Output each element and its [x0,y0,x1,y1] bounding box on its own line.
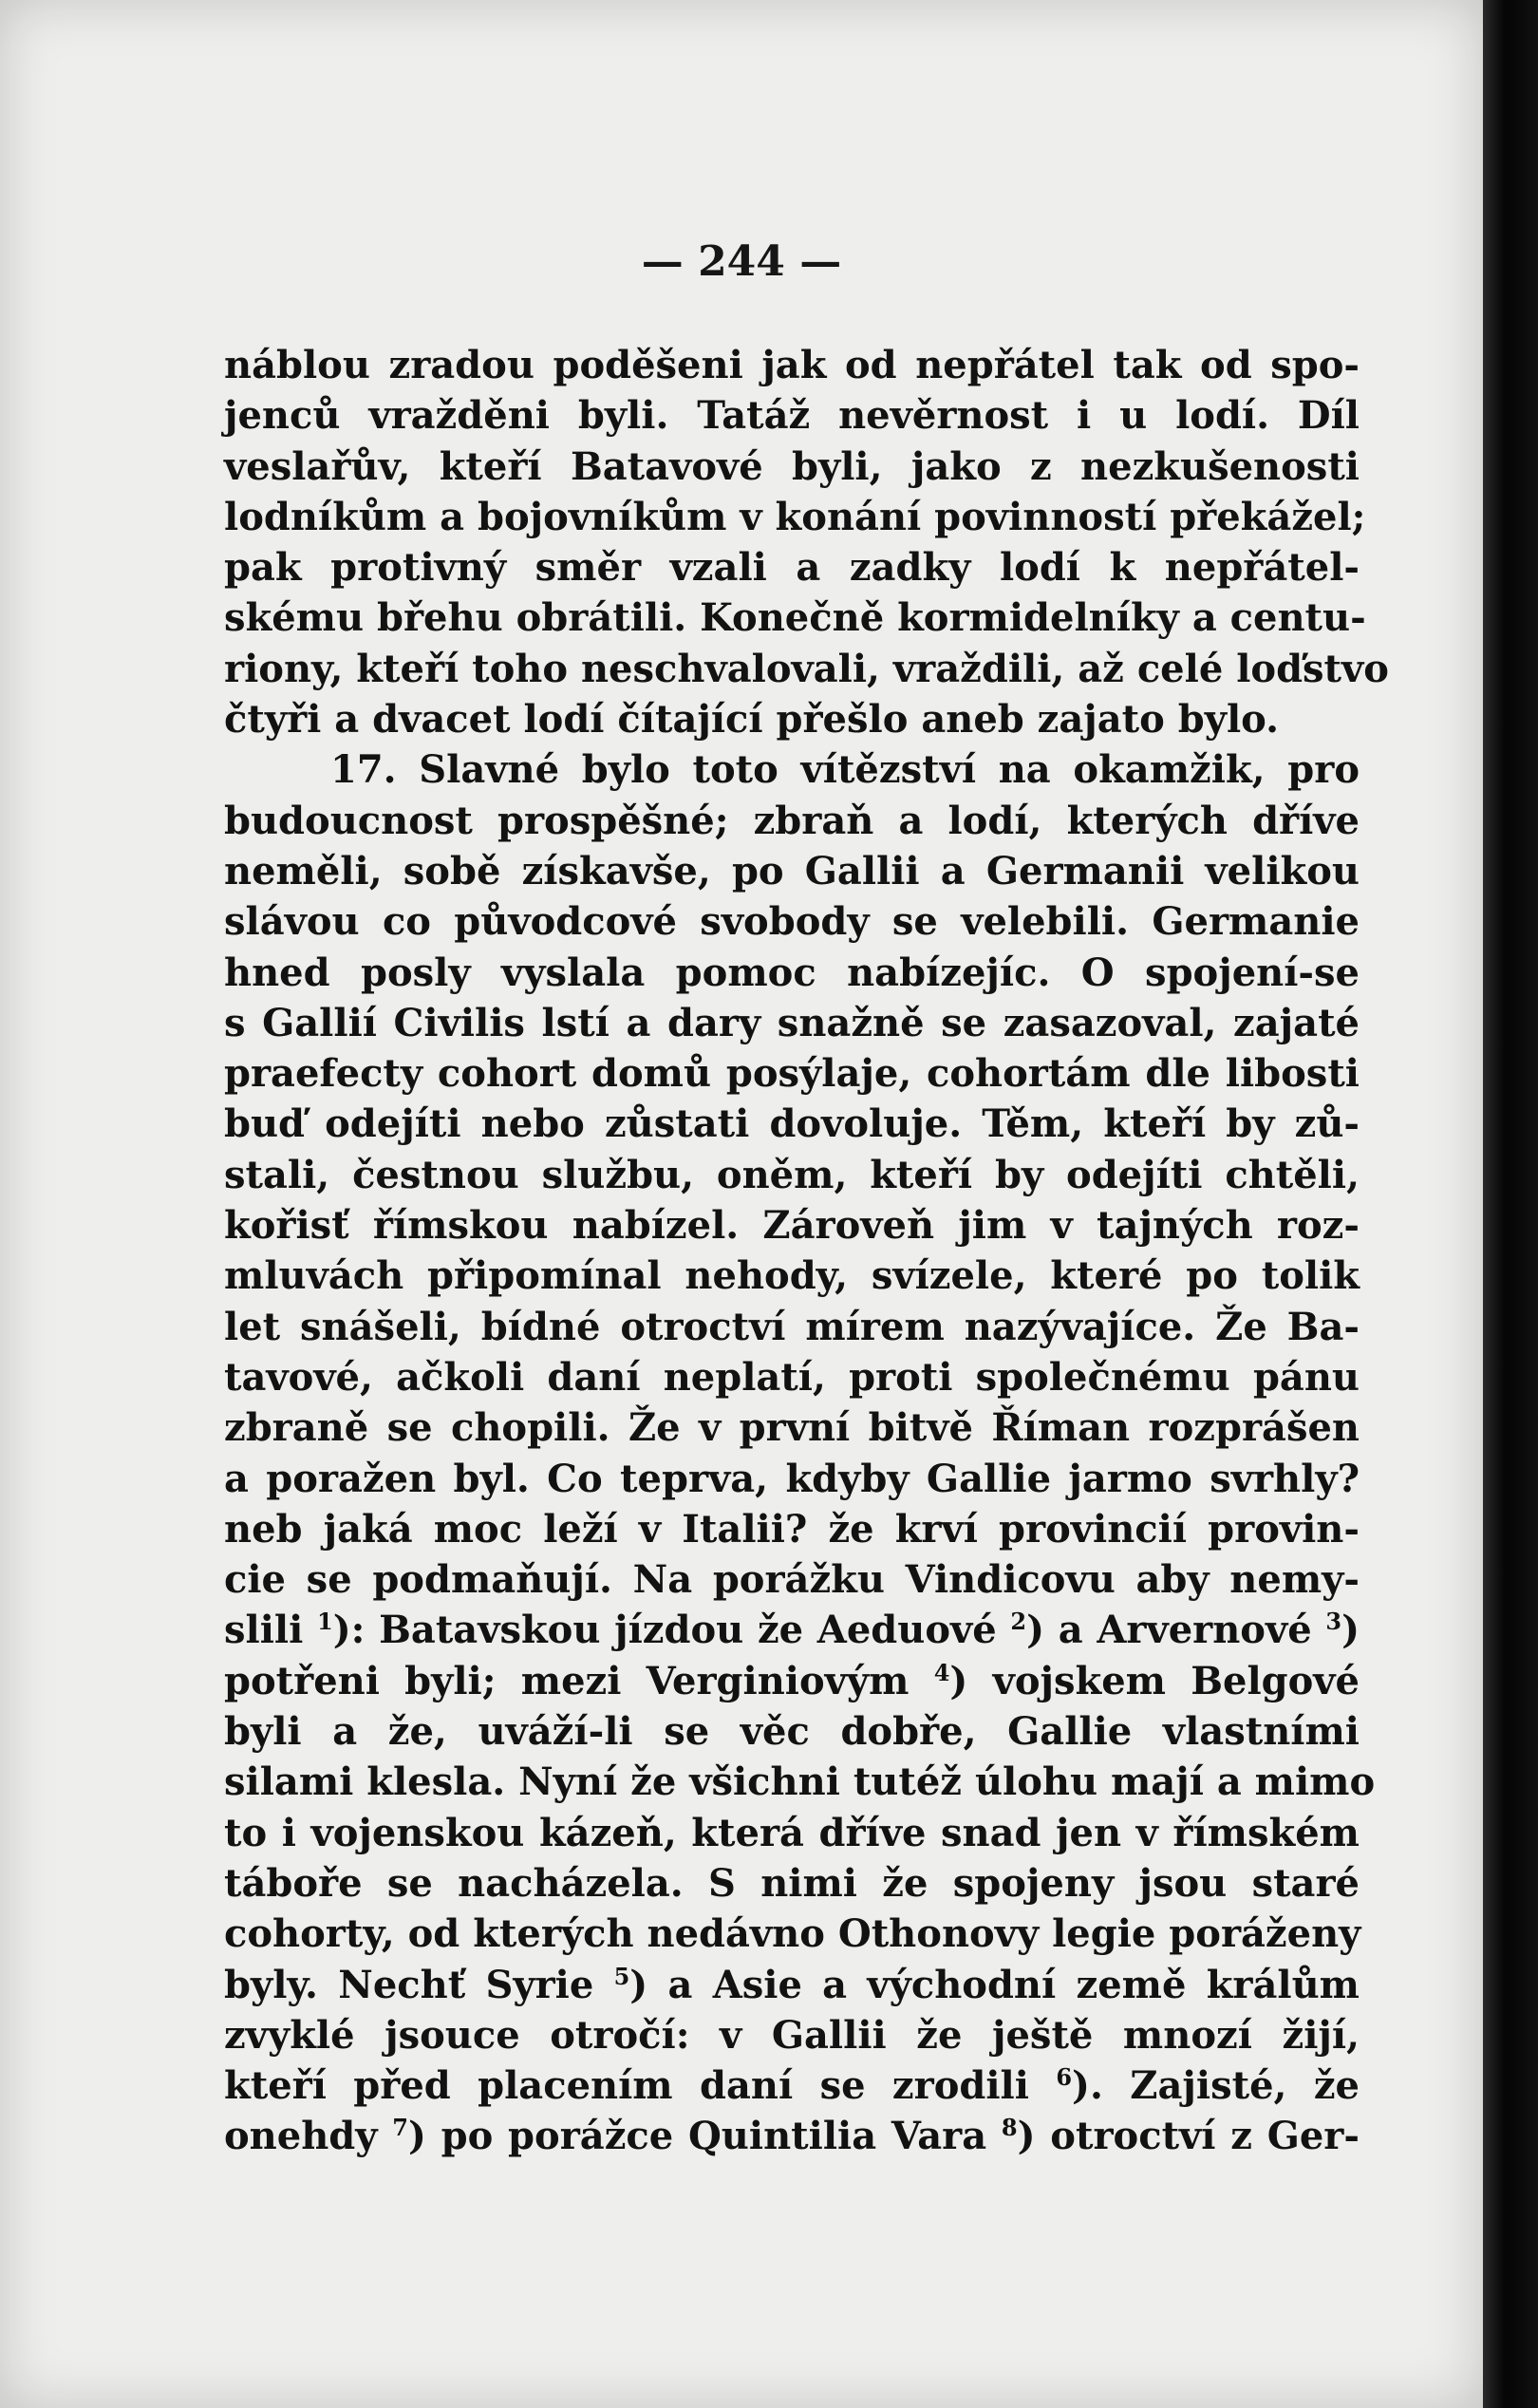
page-number: — 244 — [641,237,842,286]
text-line: jenců vražděni byli. Tatáž nevěrnost i u lodí. Díl [224,393,1360,439]
text-line: a poražen byl. Co teprva, kdyby Gallie jarmo svrhly? [224,1456,1360,1501]
text-line: táboře se nacházela. S nimi že spojeny jsou staré [224,1860,1360,1906]
page-edge [1483,0,1538,2408]
text-line: hned posly vyslala pomoc nabízejíc. O spojení-se [224,950,1360,995]
footnote-marker: 5 [613,1962,630,1990]
text-line: neb jaká moc leží v Italii? že krví provincií provin- [224,1506,1360,1552]
text-line: cohorty, od kterých nedávno Othonovy legie poráženy [224,1911,1361,1957]
text-line: slili $^1$): Batavskou jízdou že Aeduové $^2$) a Arvernové $^3$) [224,1608,1360,1653]
footnote-marker: 2 [1010,1608,1027,1636]
text-line: veslařův, kteří Batavové byli, jako z nezkušenosti [224,443,1360,489]
footnote-marker: 7 [392,2114,408,2142]
text-line: zbraně se chopili. Že v první bitvě Říman rozprášen [224,1405,1360,1451]
text-line: let snášeli, bídné otroctví mírem nazývajíce. Že Ba- [224,1304,1360,1349]
text-line: silami klesla. Nyní že všichni tutéž úlohu mají a mimo [224,1759,1376,1805]
footnote-marker: 3 [1325,1608,1342,1636]
text-line: budoucnost prospěšné; zbraň a lodí, kterých dříve [224,798,1360,843]
text-line: lodníkům a bojovníkům v konání povinností překážel; [224,494,1366,539]
text-line: zvyklé jsouce otročí: v Gallii že ještě mnozí žijí, [224,2012,1360,2058]
text-line: tavové, ačkoli daní neplatí, proti společnému pánu [224,1354,1360,1400]
text-line: byly. Nechť Syrie $^5$) a Asie a východní země králům [224,1962,1360,2007]
text-line: kteří před placením daní se zrodili $^6$). Zajisté, že [224,2063,1360,2109]
text-line: to i vojenskou kázeň, která dříve snad jen v římském [224,1810,1360,1855]
text-line: neměli, sobě získavše, po Gallii a Germanii velikou [224,848,1360,894]
text-line: riony, kteří toho neschvalovali, vraždili, až celé loďstvo [224,646,1389,691]
footnote-marker: 8 [1001,2114,1018,2142]
text-line: stali, čestnou službu, oněm, kteří by odejíti chtěli, [224,1152,1360,1197]
text-line: 17. Slavné bylo toto vítězství na okamžik, pro [330,747,1360,793]
text-line: onehdy $^7$) po porážce Quintilia Vara $^8$) otroctví z Ger- [224,2114,1360,2159]
text-line: čtyři a dvacet lodí čítající přešlo aneb zajato bylo. [224,697,1280,743]
text-line: potřeni byli; mezi Verginiovým $^4$) vojskem Belgové [224,1658,1360,1703]
footnote-marker: 4 [933,1658,950,1686]
text-line: cie se podmaňují. Na porážku Vindicovu aby nemy- [224,1557,1360,1603]
footnote-marker: 1 [317,1608,333,1636]
footnote-marker: 6 [1056,2063,1073,2092]
text-line: pak protivný směr vzali a zadky lodí k nepřátel- [224,545,1360,591]
text-line: buď odejíti nebo zůstati dovoluje. Těm, kteří by zů- [224,1101,1360,1147]
text-line: kořisť římskou nabízel. Zároveň jim v tajných roz- [224,1203,1360,1249]
text-line: náblou zradou poděšeni jak od nepřátel tak od spo- [224,343,1360,387]
text-line: praefecty cohort domů posýlaje, cohortám dle libosti [224,1051,1360,1097]
text-line: slávou co původcové svobody se velebili. Germanie [224,899,1360,945]
text-line: s Gallií Civilis lstí a dary snažně se zasazoval, zajaté [224,1000,1360,1045]
text-line: byli a že, uváží-li se věc dobře, Gallie vlastními [224,1709,1360,1755]
text-line: skému břehu obrátili. Konečně kormidelníky a centu- [224,595,1366,641]
text-line: mluvách připomínal nehody, svízele, které po tolik [224,1253,1360,1299]
body-text [224,340,1389,2162]
